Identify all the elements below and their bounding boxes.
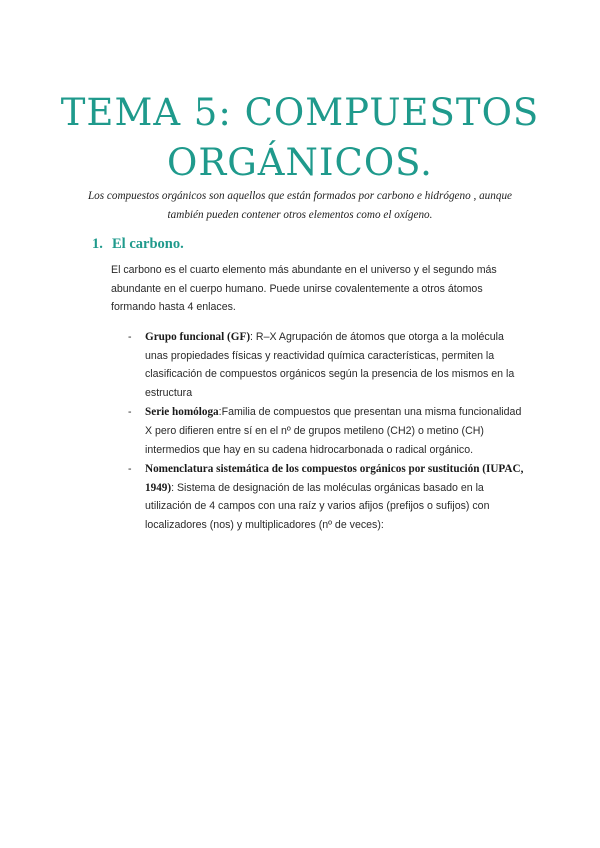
bullet-dash: - [128,463,132,476]
bullet-text: :Familia de compuestos que presentan una misma funcionalidad X pero difieren entre sí en el nº de grupos metileno (CH2) o metino (CH) intermedios que hay en su cadena hidrocarbonada o radical orgánico. [145,406,522,456]
list-item [128,403,528,459]
section-heading [92,236,184,253]
list-item [128,460,528,534]
bullet-dash: - [128,331,132,343]
bullet-term: Grupo funcional (GF) [145,331,251,343]
page-title: TEMA 5: COMPUESTOS ORGÁNICOS. [60,91,540,184]
bullet-text: : Sistema de designación de las moléculas orgánicas basado en la utilización de 4 campos con una raíz y varios afijos (prefijos o sufijos) con localizadores (nos) y multiplicadores (nº de veces): [145,481,490,531]
section-title: El carbono. [112,236,184,252]
section-paragraph: El carbono es el cuarto elemento más abundante en el universo y el segundo más abundante en el cuerpo humano. Puede unirse covalentemente a otros átomos formando hasta 4 enlaces. [111,264,497,313]
bullet-term: Serie homóloga [145,406,219,419]
section-number: 1. [92,236,103,252]
bullet-term: Nomenclatura sistemática de los compuestos orgánicos por sustitución (IUPAC, 1949) [145,463,524,494]
bullet-text: : R–X Agrupación de átomos que otorga a la molécula unas propiedades físicas y reactividad química características, permiten la clasificación de compuestos orgánicos según la presencia de los mismos en la estructura [145,331,515,399]
definition-list [128,328,528,536]
list-item [128,328,528,402]
intro-paragraph: Los compuestos orgánicos son aquellos que están formados por carbono e hidrógeno , aunque también pueden contener otros elementos como el oxígeno. [87,190,513,221]
bullet-dash: - [128,406,132,419]
